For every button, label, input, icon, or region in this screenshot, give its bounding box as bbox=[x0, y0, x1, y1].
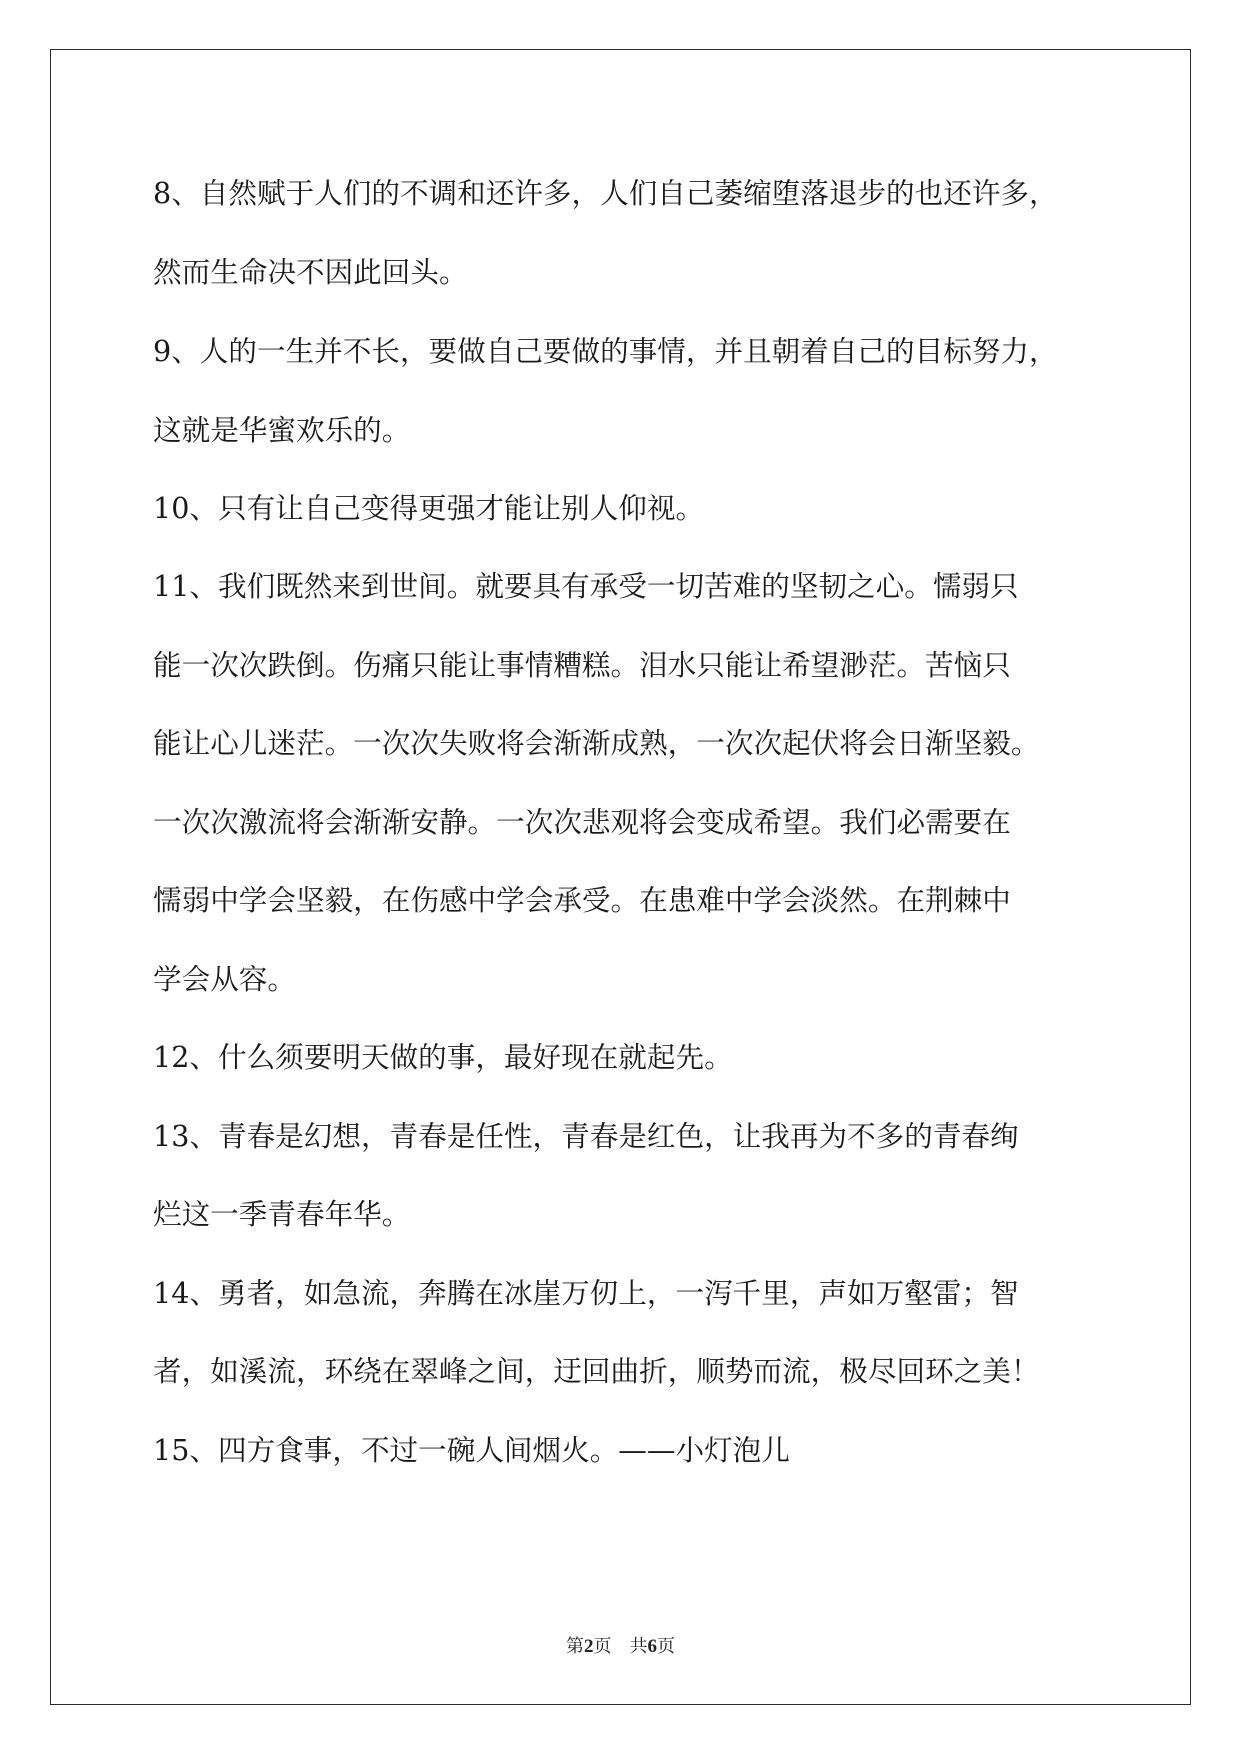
text-line: 8、自然赋于人们的不调和还许多，人们自己萎缩堕落退步的也还许多， bbox=[153, 176, 1058, 210]
current-page-number: 2 bbox=[584, 1636, 594, 1657]
text-line: 10、只有让自己变得更强才能让别人仰视。 bbox=[153, 491, 705, 525]
text-line: 者，如溪流，环绕在翠峰之间，迂回曲折，顺势而流，极尽回环之美！ bbox=[153, 1354, 1040, 1388]
text-line: 学会从容。 bbox=[153, 962, 296, 996]
text-line: 能让心儿迷茫。一次次失败将会渐渐成熟，一次次起伏将会日渐坚毅。 bbox=[153, 726, 1040, 760]
text-line: 15、四方食事，不过一碗人间烟火。——小灯泡儿 bbox=[153, 1433, 790, 1467]
page-footer bbox=[0, 1632, 1241, 1658]
text-line: 9、人的一生并不长，要做自己要做的事情，并且朝着自己的目标努力， bbox=[153, 334, 1058, 368]
text-line: 12、什么须要明天做的事，最好现在就起先。 bbox=[153, 1040, 733, 1074]
text-line: 14、勇者，如急流，奔腾在冰崖万仞上，一泻千里，声如万壑雷；智 bbox=[153, 1276, 1019, 1310]
footer-suffix: 页 bbox=[657, 1636, 675, 1657]
footer-middle: 页 共 bbox=[593, 1636, 648, 1657]
text-line: 烂这一季青春年华。 bbox=[153, 1197, 411, 1231]
text-line: 然而生命决不因此回头。 bbox=[153, 255, 468, 289]
total-pages-number: 6 bbox=[647, 1636, 657, 1657]
text-line: 13、青春是幻想，青春是任性，青春是红色，让我再为不多的青春绚 bbox=[153, 1119, 1019, 1153]
text-line: 11、我们既然来到世间。就要具有承受一切苦难的坚韧之心。懦弱只 bbox=[153, 569, 1019, 603]
footer-prefix: 第 bbox=[566, 1636, 584, 1657]
text-line: 一次次激流将会渐渐安静。一次次悲观将会变成希望。我们必需要在 bbox=[153, 805, 1011, 839]
text-line: 懦弱中学会坚毅，在伤感中学会承受。在患难中学会淡然。在荆棘中 bbox=[153, 883, 1011, 917]
text-line: 这就是华蜜欢乐的。 bbox=[153, 413, 411, 447]
text-line: 能一次次跌倒。伤痛只能让事情糟糕。泪水只能让希望渺茫。苦恼只 bbox=[153, 648, 1011, 682]
